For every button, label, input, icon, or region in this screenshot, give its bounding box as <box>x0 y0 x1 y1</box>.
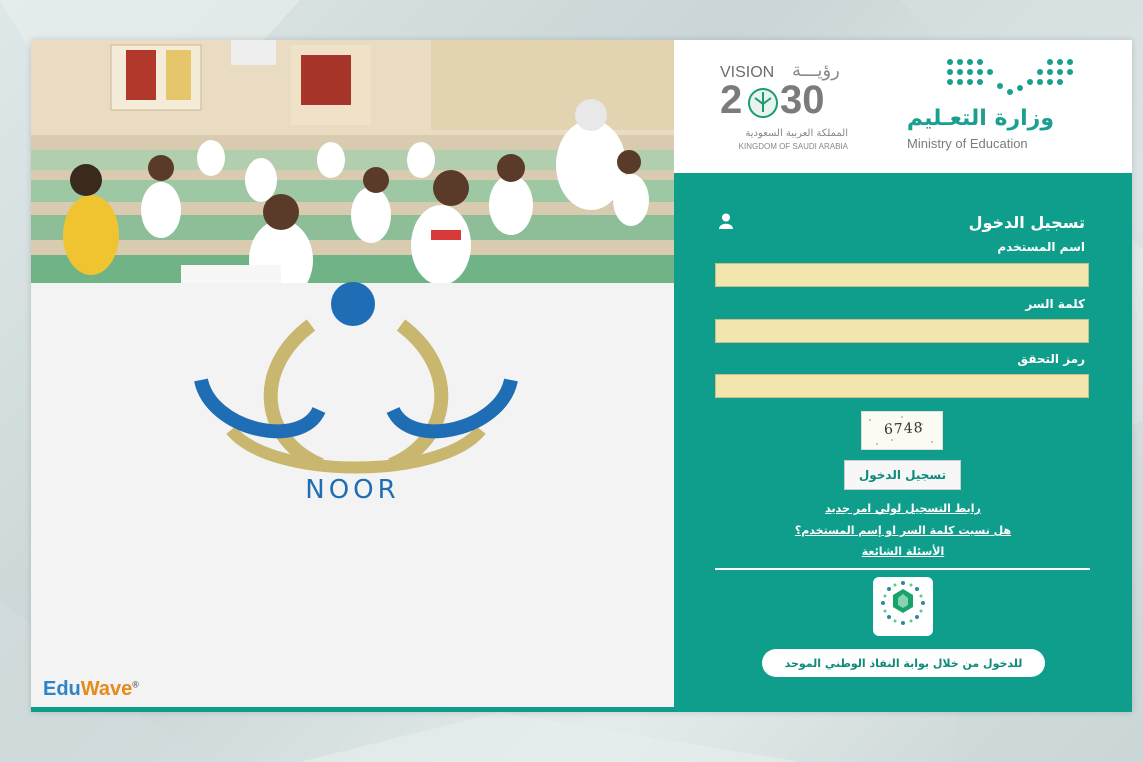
password-label: كلمة السر <box>1025 297 1085 311</box>
login-button[interactable]: تسجيل الدخول <box>844 460 961 490</box>
captcha-image <box>861 411 943 450</box>
vision-number-right: 30 <box>780 78 825 122</box>
kingdom-ar: المملكة العربية السعودية <box>745 128 848 139</box>
password-input[interactable] <box>715 319 1089 343</box>
login-frame <box>31 40 1132 712</box>
login-form <box>674 173 1132 712</box>
divider <box>715 568 1090 570</box>
captcha-input[interactable] <box>715 374 1089 398</box>
parent-registration-link[interactable]: رابط التسجيل لولي امر جديد <box>825 502 981 515</box>
nafath-icon <box>873 577 933 636</box>
nafath-logo-button[interactable] <box>873 577 933 636</box>
eduwave-logo <box>43 678 139 701</box>
username-input[interactable] <box>715 263 1089 287</box>
left-bottom-bar <box>31 707 674 712</box>
ministry-name-en: Ministry of Education <box>907 136 1028 151</box>
ministry-dots-icon <box>944 58 1084 108</box>
ministry-logo <box>879 58 1094 158</box>
captcha-text: 6748 <box>883 419 925 439</box>
palm-emblem-icon <box>746 86 780 120</box>
vision-number-left: 2 <box>720 78 743 122</box>
nafath-login-button[interactable]: للدخول من خلال بوابة النفاذ الوطني الموحد <box>762 649 1045 677</box>
left-panel <box>31 40 674 712</box>
right-panel <box>674 40 1132 712</box>
eduwave-mark: ® <box>132 679 139 690</box>
classroom-photo <box>31 40 674 283</box>
vision-word: VISION <box>720 64 775 81</box>
header-logos <box>674 40 1132 173</box>
noor-logo-text: NOOR <box>305 475 400 505</box>
ruya-word: رؤيـــة <box>792 60 840 81</box>
classroom-illustration <box>31 40 674 283</box>
user-icon <box>719 213 733 229</box>
eduwave-part1: Edu <box>43 678 81 700</box>
eduwave-part2: Wave <box>80 678 133 700</box>
forgot-credentials-link[interactable]: هل نسيت كلمة السر او إسم المستخدم؟ <box>794 524 1012 537</box>
ministry-name-ar: وزارة التعـليم <box>906 106 1054 131</box>
vision-2030-logo <box>720 62 860 157</box>
kingdom-en: KINGDOM OF SAUDI ARABIA <box>738 142 848 151</box>
login-title: تسجيل الدخول <box>968 213 1085 232</box>
captcha-label: رمز التحقق <box>1017 352 1085 366</box>
faq-link[interactable]: الأسئلة الشائعة <box>861 545 945 558</box>
username-label: اسم المستخدم <box>997 240 1085 254</box>
